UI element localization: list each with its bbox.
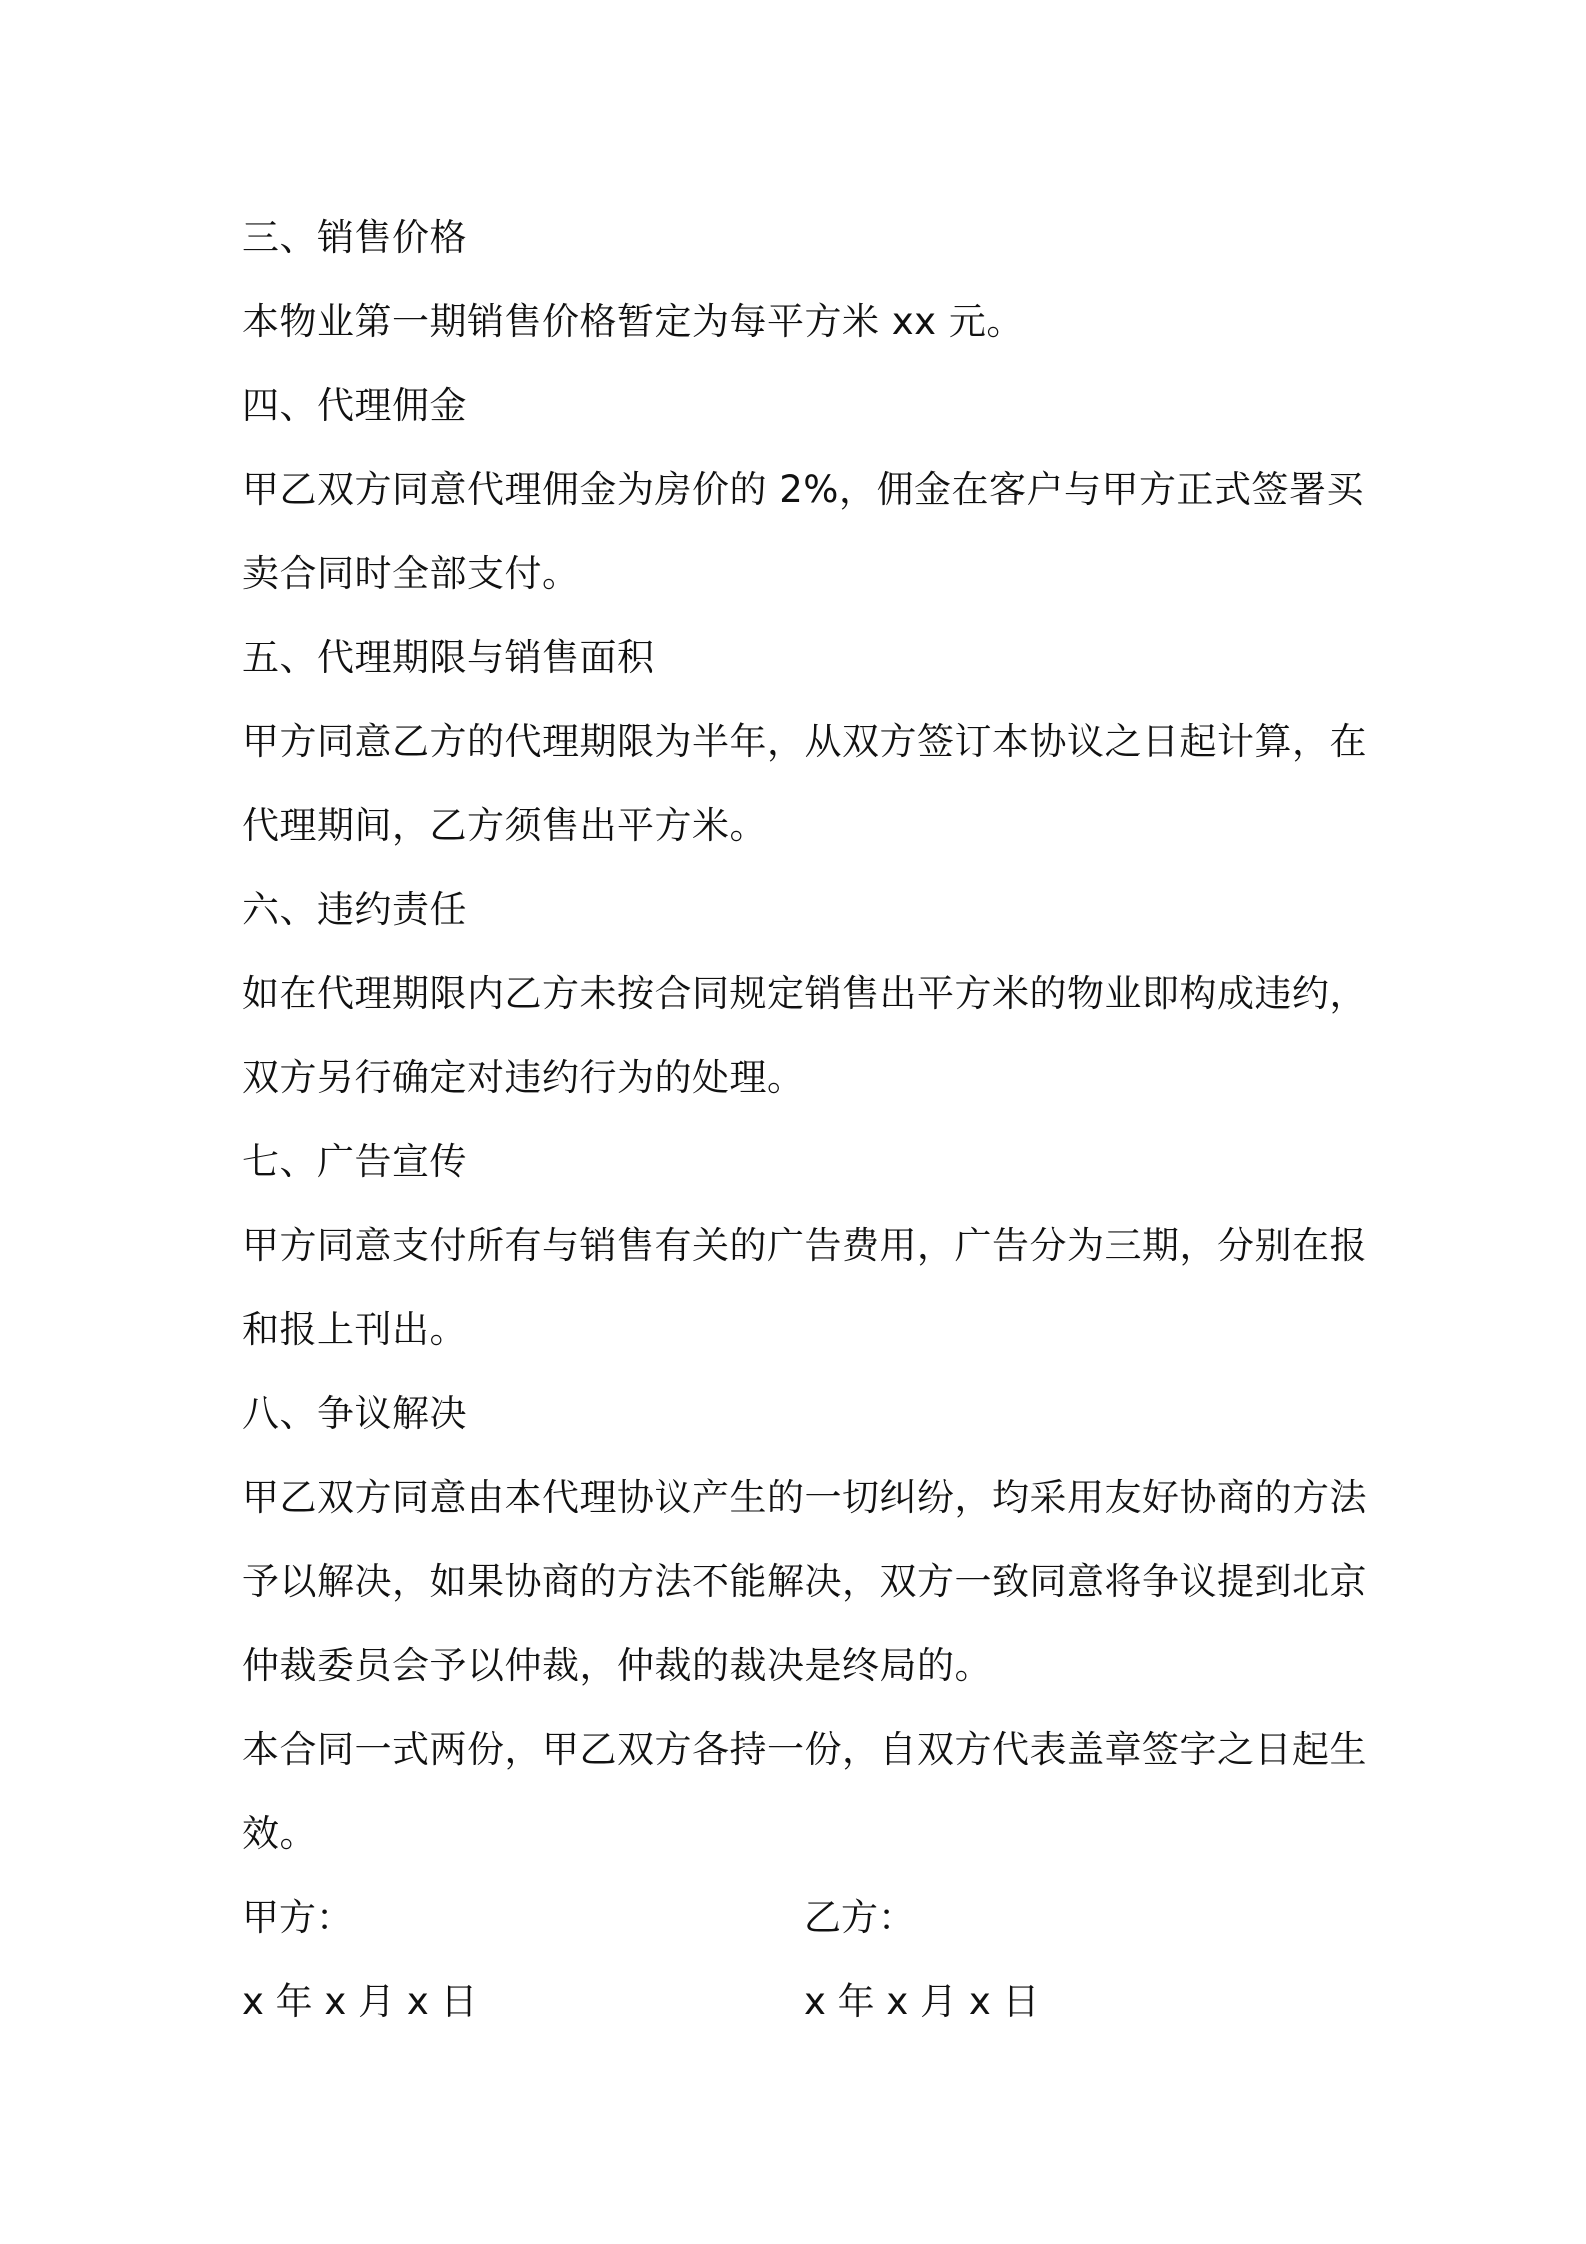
section-text-advertising-line-1: 甲方同意支付所有与销售有关的广告费用，广告分为三期，分别在报 xyxy=(242,1224,1367,1267)
closing-text-line-1: 本合同一式两份，甲乙双方各持一份，自双方代表盖章签字之日起生 xyxy=(242,1728,1367,1771)
signature-date-row xyxy=(242,1960,1362,2044)
section-text-price-line-1: 本物业第一期销售价格暂定为每平方米 xx 元。 xyxy=(242,300,1024,343)
section-text-dispute-line-3: 仲裁委员会予以仲裁，仲裁的裁决是终局的。 xyxy=(242,1644,992,1687)
section-text-commission-line-1: 甲乙双方同意代理佣金为房价的 2%，佣金在客户与甲方正式签署买 xyxy=(242,468,1364,511)
section-heading-dispute: 八、争议解决 xyxy=(242,1392,467,1435)
section-text-breach-line-1: 如在代理期限内乙方未按合同规定销售出平方米的物业即构成违约， xyxy=(242,972,1367,1015)
section-text-breach-line-2: 双方另行确定对违约行为的处理。 xyxy=(242,1056,805,1099)
party-a-label: 甲方： xyxy=(242,1896,353,1939)
section-text-advertising-line-2: 和报上刊出。 xyxy=(242,1308,467,1351)
section-text-dispute-line-1: 甲乙双方同意由本代理协议产生的一切纠纷，均采用友好协商的方法 xyxy=(242,1476,1367,1519)
section-text-term-area-line-2: 代理期间，乙方须售出平方米。 xyxy=(242,804,767,847)
section-heading-term-area: 五、代理期限与销售面积 xyxy=(242,636,655,679)
contract-body xyxy=(242,196,1367,2044)
party-b-label: 乙方： xyxy=(804,1896,915,1939)
closing-text-line-2: 效。 xyxy=(242,1812,317,1855)
section-text-commission-line-2: 卖合同时全部支付。 xyxy=(242,552,580,595)
section-text-term-area-line-1: 甲方同意乙方的代理期限为半年，从双方签订本协议之日起计算，在 xyxy=(242,720,1367,763)
section-heading-breach: 六、违约责任 xyxy=(242,888,467,931)
section-text-dispute-line-2: 予以解决，如果协商的方法不能解决，双方一致同意将争议提到北京 xyxy=(242,1560,1367,1603)
section-heading-advertising: 七、广告宣传 xyxy=(242,1140,467,1183)
signature-label-row xyxy=(242,1876,1362,1960)
party-b-date: x 年 x 月 x 日 xyxy=(804,1980,1040,2023)
party-a-date: x 年 x 月 x 日 xyxy=(242,1980,478,2023)
section-heading-price: 三、销售价格 xyxy=(242,216,467,259)
section-heading-commission: 四、代理佣金 xyxy=(242,384,467,427)
